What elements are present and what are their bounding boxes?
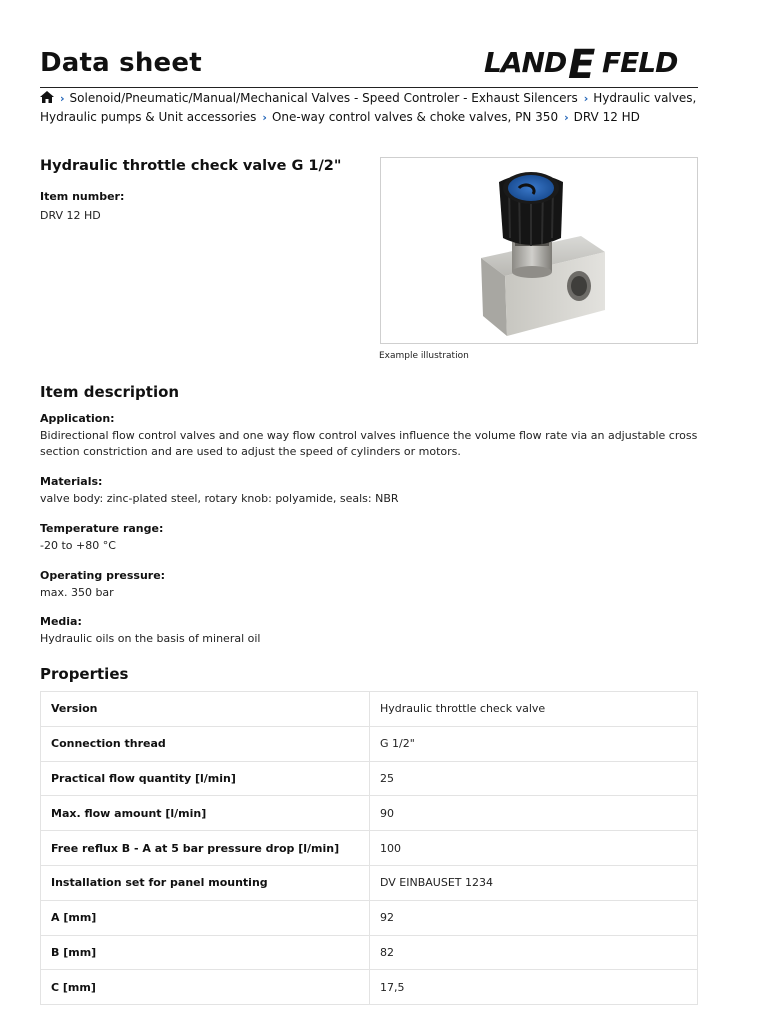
temperature-label: Temperature range:	[40, 522, 164, 535]
image-caption: Example illustration	[379, 351, 469, 361]
svg-text:LAND: LAND	[484, 46, 567, 79]
property-value: 17,5	[370, 970, 698, 1005]
property-key: B [mm]	[41, 935, 370, 970]
breadcrumb-link-hydraulic[interactable]: Hydraulic valves, Hydraulic pumps & Unit accessories	[40, 91, 697, 124]
header	[40, 44, 698, 88]
materials-label: Materials:	[40, 475, 103, 488]
item-number-label: Item number:	[40, 190, 125, 203]
property-value: 90	[370, 796, 698, 831]
breadcrumb-link-valves[interactable]: Solenoid/Pneumatic/Manual/Mechanical Valves - Speed Controler - Exhaust Silencers	[69, 91, 578, 105]
breadcrumb	[40, 89, 700, 127]
property-key: Practical flow quantity [l/min]	[41, 761, 370, 796]
temperature-block	[40, 522, 700, 554]
home-icon[interactable]	[40, 91, 54, 103]
pressure-block	[40, 569, 700, 601]
properties-title: Properties	[40, 665, 129, 683]
property-key: Free reflux B - A at 5 bar pressure drop [l/min]	[41, 831, 370, 866]
property-value: 25	[370, 761, 698, 796]
table-row	[41, 900, 698, 935]
table-row	[41, 761, 698, 796]
valve-illustration	[381, 158, 697, 343]
page-title: Data sheet	[40, 48, 202, 78]
table-row	[41, 935, 698, 970]
product-image	[380, 157, 698, 344]
chevron-right-icon: ›	[60, 92, 65, 105]
media-value: Hydraulic oils on the basis of mineral oil	[40, 632, 261, 645]
svg-text:FELD: FELD	[602, 46, 678, 79]
media-block	[40, 615, 700, 647]
table-row	[41, 692, 698, 727]
property-key: Connection thread	[41, 726, 370, 761]
property-value: 92	[370, 900, 698, 935]
table-row	[41, 796, 698, 831]
svg-text:E: E	[568, 44, 595, 80]
table-row	[41, 970, 698, 1005]
media-label: Media:	[40, 615, 82, 628]
property-value: Hydraulic throttle check valve	[370, 692, 698, 727]
application-label: Application:	[40, 412, 115, 425]
item-number-value: DRV 12 HD	[40, 209, 101, 222]
table-row	[41, 726, 698, 761]
property-key: Installation set for panel mounting	[41, 865, 370, 900]
temperature-value: -20 to +80 °C	[40, 539, 116, 552]
chevron-right-icon: ›	[262, 111, 267, 124]
property-value: 100	[370, 831, 698, 866]
application-block	[40, 412, 700, 460]
property-key: C [mm]	[41, 970, 370, 1005]
chevron-right-icon: ›	[564, 111, 569, 124]
product-title: Hydraulic throttle check valve G 1/2"	[40, 158, 342, 174]
pressure-label: Operating pressure:	[40, 569, 166, 582]
materials-value: valve body: zinc-plated steel, rotary knob: polyamide, seals: NBR	[40, 492, 399, 505]
property-key: Version	[41, 692, 370, 727]
landefeld-logo	[484, 44, 698, 80]
materials-block	[40, 475, 700, 507]
property-value: 82	[370, 935, 698, 970]
property-value: DV EINBAUSET 1234	[370, 865, 698, 900]
application-value: Bidirectional flow control valves and one way flow control valves influence the volume flow rate via an adjustable cross section constriction and are used to adjust the speed of cylinders or motors.	[40, 429, 698, 458]
property-value: G 1/2"	[370, 726, 698, 761]
breadcrumb-link-oneway[interactable]: One-way control valves & choke valves, PN 350	[271, 110, 559, 124]
pressure-value: max. 350 bar	[40, 586, 114, 599]
property-key: Max. flow amount [l/min]	[41, 796, 370, 831]
breadcrumb-link-current[interactable]: DRV 12 HD	[573, 110, 640, 124]
property-key: A [mm]	[41, 900, 370, 935]
table-row	[41, 865, 698, 900]
chevron-right-icon: ›	[583, 92, 589, 105]
properties-table	[40, 691, 698, 1005]
table-row	[41, 831, 698, 866]
item-description-title: Item description	[40, 383, 180, 401]
